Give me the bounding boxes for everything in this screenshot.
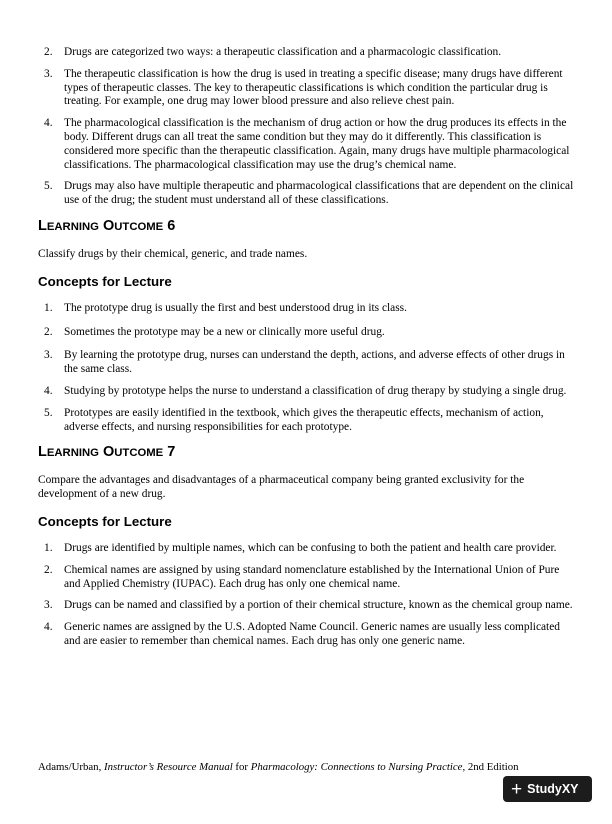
list-item: 3. Drugs can be named and classified by a portion of their chemical structure, known as the chemical group name. [44,599,573,612]
learning-outcome-6-heading: LEARNING OUTCOME 6 [38,217,176,234]
page-footer: Adams/Urban, Instructor’s Resource Manual for Pharmacology: Connections to Nursing Practice, 2nd Edition [38,761,519,773]
list-item: 4. The pharmacological classification is the mechanism of drug action or how the drug produces its effects in the body. Different drugs can all treat the same condition but they may do it differently. This classification is considered more specific than the therapeutic classification. Again, many drugs have multiple pharmacological classifications. The pharmacological classification may use the drug’s chemical name. [44,117,570,171]
badge-label: StudyXY [527,782,579,796]
list-item: 5. Drugs may also have multiple therapeutic and pharmacological classifications that are dependent on the clinical use of the drug; the student must understand all of these classifications. [44,180,574,207]
list-item: 3. By learning the prototype drug, nurses can understand the depth, actions, and adverse effects of other drugs in the same class. [44,349,565,376]
document-page [38,46,576,649]
list-item: 4. Studying by prototype helps the nurse to understand a classification of drug therapy by studying a single drug. [44,384,567,397]
plus-icon: + [511,778,523,800]
list-item: 2. Chemical names are assigned by using standard nomenclature established by the International Union of Pure and Applied Chemistry (IUPAC). Each drug has only one chemical name. [44,563,560,590]
list-item: 3. The therapeutic classification is how the drug is used in treating a specific disease; many drugs have different types of therapeutic classes. The key to therapeutic classifications is which condition the particular drug is treating. For example, one drug may lower blood pressure and also relieve chest pain. [44,67,563,108]
concepts-heading: Concepts for Lecture [38,513,172,529]
list-item: 1. Drugs are identified by multiple names, which can be confusing to both the patient and health care provider. [44,541,557,554]
list-item: 1. The prototype drug is usually the first and best understood drug in its class. [44,301,407,314]
list-item: 5. Prototypes are easily identified in the textbook, which gives the therapeutic effects, mechanism of action, adverse effects, and nursing responsibilities for each prototype. [44,406,544,433]
list-item: 2. Sometimes the prototype may be a new or clinically more useful drug. [44,325,385,338]
classification-list [38,46,576,208]
learning-outcome-6-objective: Classify drugs by their chemical, generic, and trade names. [38,247,308,260]
studyxy-badge[interactable] [503,776,592,802]
learning-outcome-7-objective: Compare the advantages and disadvantages of a pharmaceutical company being granted exclusivity for the development of a new drug. [38,474,525,501]
list-item: 2. Drugs are categorized two ways: a therapeutic classification and a pharmacologic classification. [44,46,502,58]
list-item: 4. Generic names are assigned by the U.S. Adopted Name Council. Generic names are usually less complicated and are easier to remember than chemical names. Each drug has only one generic name. [44,621,560,647]
lo7-concepts-list [38,542,576,649]
concepts-heading: Concepts for Lecture [38,273,172,289]
lo6-concepts-list [38,302,576,435]
learning-outcome-7-heading: LEARNING OUTCOME 7 [38,444,176,461]
